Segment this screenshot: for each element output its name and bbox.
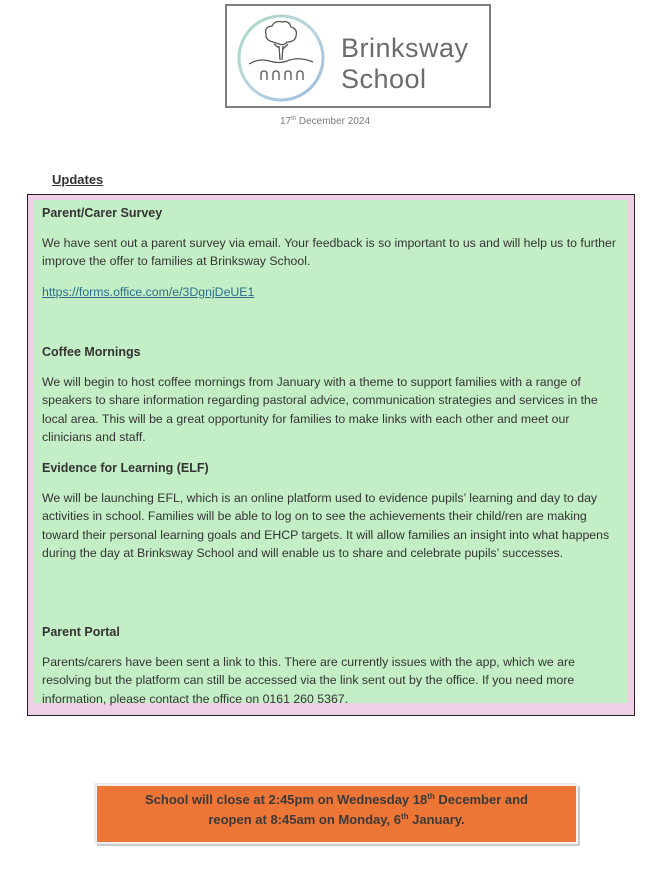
school-name <box>341 33 469 95</box>
tree-hills-logo-icon <box>235 12 327 104</box>
coffee-heading: Coffee Mornings <box>42 345 141 359</box>
elf-text: We will be launching EFL, which is an online platform used to evidence pupils’ learning and day to day activities in school. Families will be able to log on to see the achievements their child/ren are making toward their personal learning goals and EHCP targets. It will allow families an insight into what happens during the day at Brinksway School and will enable us to share and celebrate pupils’ successes. <box>42 491 610 560</box>
closure-notice-text <box>97 790 576 830</box>
school-name-line1: Brinksway <box>341 33 469 63</box>
portal-heading: Parent Portal <box>42 625 120 639</box>
survey-link[interactable]: https://forms.office.com/e/3DgnjDeUE1 <box>42 285 255 299</box>
notice-line2: reopen at 8:45am on Monday, 6th January. <box>208 812 465 827</box>
updates-panel-body <box>33 200 628 706</box>
school-name-line2: School <box>341 64 427 94</box>
closure-notice <box>95 784 578 844</box>
updates-panel <box>27 194 635 716</box>
survey-text: We have sent out a parent survey via email. Your feedback is so important to us and will help us to further improve the offer to families at Brinksway School. <box>42 236 616 269</box>
survey-heading: Parent/Carer Survey <box>42 206 163 220</box>
newsletter-date: 17th December 2024 <box>279 116 371 127</box>
survey-link-row <box>42 283 622 301</box>
notice-line1: School will close at 2:45pm on Wednesday 18th December and <box>144 792 528 807</box>
elf-heading: Evidence for Learning (ELF) <box>42 461 209 475</box>
portal-text: Parents/carers have been sent a link to this. There are currently issues with the app, which we are resolving but the platform can still be accessed via the link sent out by the office. If you need more information, please contact the office on 0161 260 5367. <box>42 655 575 706</box>
school-logo <box>225 4 491 108</box>
updates-heading: Updates <box>52 172 104 187</box>
coffee-text: We will begin to host coffee mornings from January with a theme to support families with a range of speakers to share information regarding pastoral advice, communication strategies and services in the local area. This will be a great opportunity for families to make links with each other and meet our clinicians and staff. <box>42 375 598 444</box>
